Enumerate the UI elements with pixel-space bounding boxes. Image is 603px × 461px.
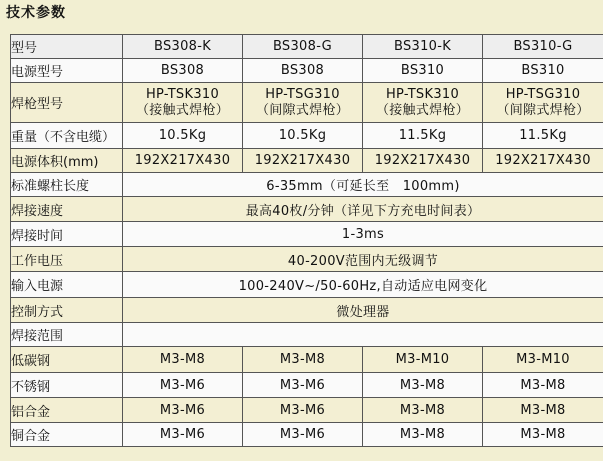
value-cell: 100-240V~/50-60Hz,自动适应电网变化: [123, 272, 603, 298]
row-weld-range: [11, 323, 603, 347]
row-label: 低碳钢: [11, 347, 123, 373]
model-cell: BS310-K: [363, 35, 483, 59]
value-cell: [363, 83, 483, 123]
value-cell: 192X217X430: [483, 149, 603, 173]
model-cell: BS308-G: [243, 35, 363, 59]
value-cell: M3-M8: [243, 347, 363, 373]
gun-model-type: （接触式焊枪）: [135, 102, 230, 118]
row-weight: [11, 123, 603, 149]
value-cell: M3-M8: [483, 423, 603, 447]
value-cell: 11.5Kg: [483, 123, 603, 149]
row-gun-model: [11, 83, 603, 123]
row-weld-speed: [11, 197, 603, 222]
value-cell: M3-M10: [483, 347, 603, 373]
gun-model-type: （接触式焊枪）: [375, 102, 470, 118]
value-cell: 10.5Kg: [123, 123, 243, 149]
row-label: 电源体积(mm): [11, 149, 123, 173]
row-label: 铜合金: [11, 423, 123, 447]
row-stud-length: [11, 173, 603, 197]
value-cell: 192X217X430: [363, 149, 483, 173]
page-title: 技术参数: [6, 5, 66, 21]
row-weld-time: [11, 222, 603, 247]
value-cell: 6-35mm（可延长至 100mm): [123, 173, 603, 197]
row-label: 标准螺柱长度: [11, 173, 123, 197]
value-cell: 40-200V范围内无级调节: [123, 247, 603, 272]
row-label: 焊接时间: [11, 222, 123, 247]
row-stainless: [11, 373, 603, 398]
row-label: 工作电压: [11, 247, 123, 272]
empty-cell: [123, 323, 603, 347]
row-volume: [11, 149, 603, 173]
row-control: [11, 298, 603, 323]
value-cell: 192X217X430: [123, 149, 243, 173]
row-label: 铝合金: [11, 398, 123, 423]
value-cell: M3-M8: [363, 423, 483, 447]
row-model: [11, 35, 603, 59]
value-cell: BS310: [363, 59, 483, 83]
value-cell: 11.5Kg: [363, 123, 483, 149]
row-label: 电源型号: [11, 59, 123, 83]
row-label: 焊接范围: [11, 323, 123, 347]
gun-model-code: HP-TSK310: [145, 86, 220, 102]
value-cell: M3-M6: [123, 423, 243, 447]
row-label: 型号: [11, 35, 123, 59]
value-cell: M3-M6: [243, 373, 363, 398]
value-cell: BS308: [243, 59, 363, 83]
row-label: 不锈钢: [11, 373, 123, 398]
value-cell: BS308: [123, 59, 243, 83]
model-cell: BS308-K: [123, 35, 243, 59]
row-label: 重量（不含电缆）: [11, 123, 123, 149]
gun-model-code: HP-TSK310: [385, 86, 460, 102]
value-cell: [243, 83, 363, 123]
value-cell: M3-M8: [483, 398, 603, 423]
gun-model-type: （间隙式焊枪）: [496, 102, 590, 118]
value-cell: 192X217X430: [243, 149, 363, 173]
model-cell: BS310-G: [483, 35, 603, 59]
value-cell: 10.5Kg: [243, 123, 363, 149]
value-cell: 1-3ms: [123, 222, 603, 247]
row-power-model: [11, 59, 603, 83]
spec-table: [10, 34, 603, 447]
row-low-carbon: [11, 347, 603, 373]
row-input-power: [11, 272, 603, 298]
value-cell: 最高40枚/分钟（详见下方充电时间表）: [123, 197, 603, 222]
row-label: 控制方式: [11, 298, 123, 323]
value-cell: [123, 83, 243, 123]
gun-model-type: （间隙式焊枪）: [255, 102, 350, 118]
gun-model-code: HP-TSG310: [505, 86, 581, 102]
row-label: 输入电源: [11, 272, 123, 298]
row-label: 焊枪型号: [11, 83, 123, 123]
value-cell: M3-M8: [483, 373, 603, 398]
value-cell: M3-M8: [363, 373, 483, 398]
value-cell: M3-M6: [243, 423, 363, 447]
value-cell: BS310: [483, 59, 603, 83]
value-cell: [483, 83, 603, 123]
value-cell: M3-M6: [243, 398, 363, 423]
value-cell: M3-M6: [123, 373, 243, 398]
value-cell: M3-M6: [123, 398, 243, 423]
value-cell: M3-M10: [363, 347, 483, 373]
value-cell: M3-M8: [123, 347, 243, 373]
value-cell: M3-M8: [363, 398, 483, 423]
gun-model-code: HP-TSG310: [265, 86, 340, 102]
row-aluminum: [11, 398, 603, 423]
value-cell: 微处理器: [123, 298, 603, 323]
row-copper: [11, 423, 603, 447]
row-work-voltage: [11, 247, 603, 272]
row-label: 焊接速度: [11, 197, 123, 222]
